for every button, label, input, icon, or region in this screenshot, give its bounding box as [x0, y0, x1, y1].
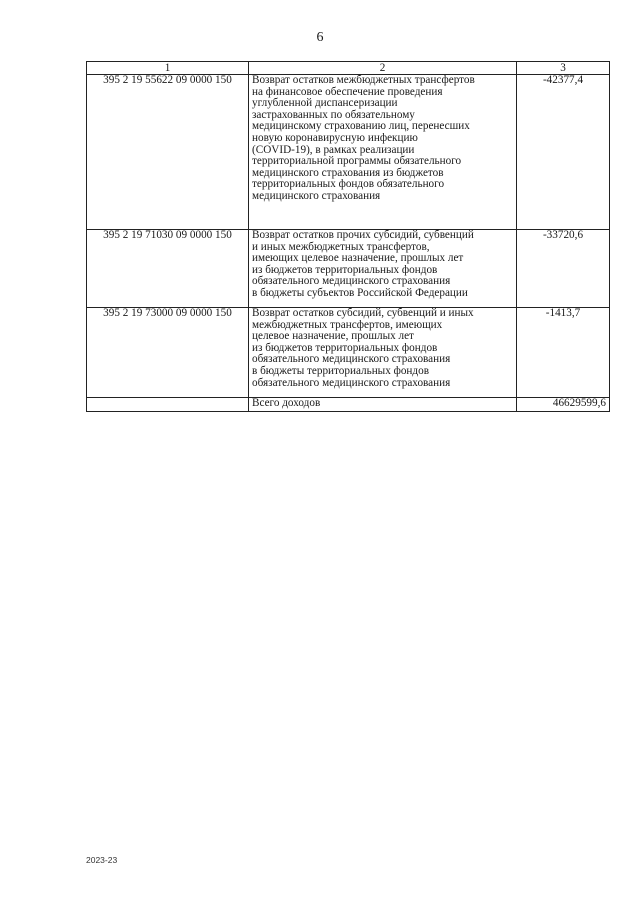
page-number: 6	[316, 30, 324, 45]
description-line: обязательного медицинского страхования	[252, 376, 451, 389]
description-line: обязательного медицинского страхования	[252, 353, 451, 366]
description-line: на финансовое обеспечение проведения	[252, 85, 443, 98]
column-header-2: 2	[249, 62, 517, 75]
description-line: в бюджеты территориальных фондов	[252, 364, 429, 377]
description-line: имеющих целевое назначение, прошлых лет	[252, 252, 464, 265]
empty-cell	[87, 398, 249, 412]
column-header-3: 3	[517, 62, 610, 75]
amount: -33720,6	[517, 230, 610, 308]
description-line: медицинского страхования из бюджетов	[252, 166, 444, 179]
revenue-table	[86, 61, 610, 412]
table-row	[87, 308, 610, 398]
description-line: целевое назначение, прошлых лет	[252, 330, 414, 343]
amount: -1413,7	[517, 308, 610, 398]
footer-code: 2023-23	[86, 855, 118, 865]
description-line: межбюджетных трансфертов, имеющих	[252, 318, 443, 331]
total-label: Всего доходов	[249, 398, 517, 412]
table-header-row	[87, 62, 610, 75]
description-line: Возврат остатков прочих субсидий, субвенций	[252, 229, 474, 241]
description-line: медицинскому страхованию лиц, перенесших	[252, 120, 470, 133]
description-line: обязательного медицинского страхования	[252, 275, 451, 288]
amount: -42377,4	[517, 75, 610, 230]
description-line: в бюджеты субъектов Российской Федерации	[252, 286, 468, 299]
description-line: из бюджетов территориальных фондов	[252, 263, 438, 276]
description	[249, 308, 517, 398]
table-row	[87, 75, 610, 230]
description-line: территориальных фондов обязательного	[252, 178, 445, 191]
description-line: территориальной программы обязательного	[252, 155, 462, 168]
description-line: Возврат остатков межбюджетных трансфертов	[252, 74, 475, 86]
description-line: застрахованных по обязательному	[252, 108, 415, 121]
budget-code: 395 2 19 71030 09 0000 150	[87, 230, 249, 308]
budget-code: 395 2 19 73000 09 0000 150	[87, 308, 249, 398]
column-header-1: 1	[87, 62, 249, 75]
description-line: медицинского страхования	[252, 189, 381, 202]
description-line: Возврат остатков субсидий, субвенций и иных	[252, 307, 474, 319]
total-row	[87, 398, 610, 412]
budget-code: 395 2 19 55622 09 0000 150	[87, 75, 249, 230]
table-body	[87, 75, 610, 412]
table-row	[87, 230, 610, 308]
description-line: (COVID-19), в рамках реализации	[252, 143, 415, 156]
description-line: и иных межбюджетных трансфертов,	[252, 240, 430, 253]
description-line: из бюджетов территориальных фондов	[252, 341, 438, 354]
description-line: углубленной диспансеризации	[252, 97, 398, 110]
total-amount: 46629599,6	[517, 398, 610, 412]
description	[249, 230, 517, 308]
description-line: новую коронавирусную инфекцию	[252, 131, 418, 144]
description	[249, 75, 517, 230]
